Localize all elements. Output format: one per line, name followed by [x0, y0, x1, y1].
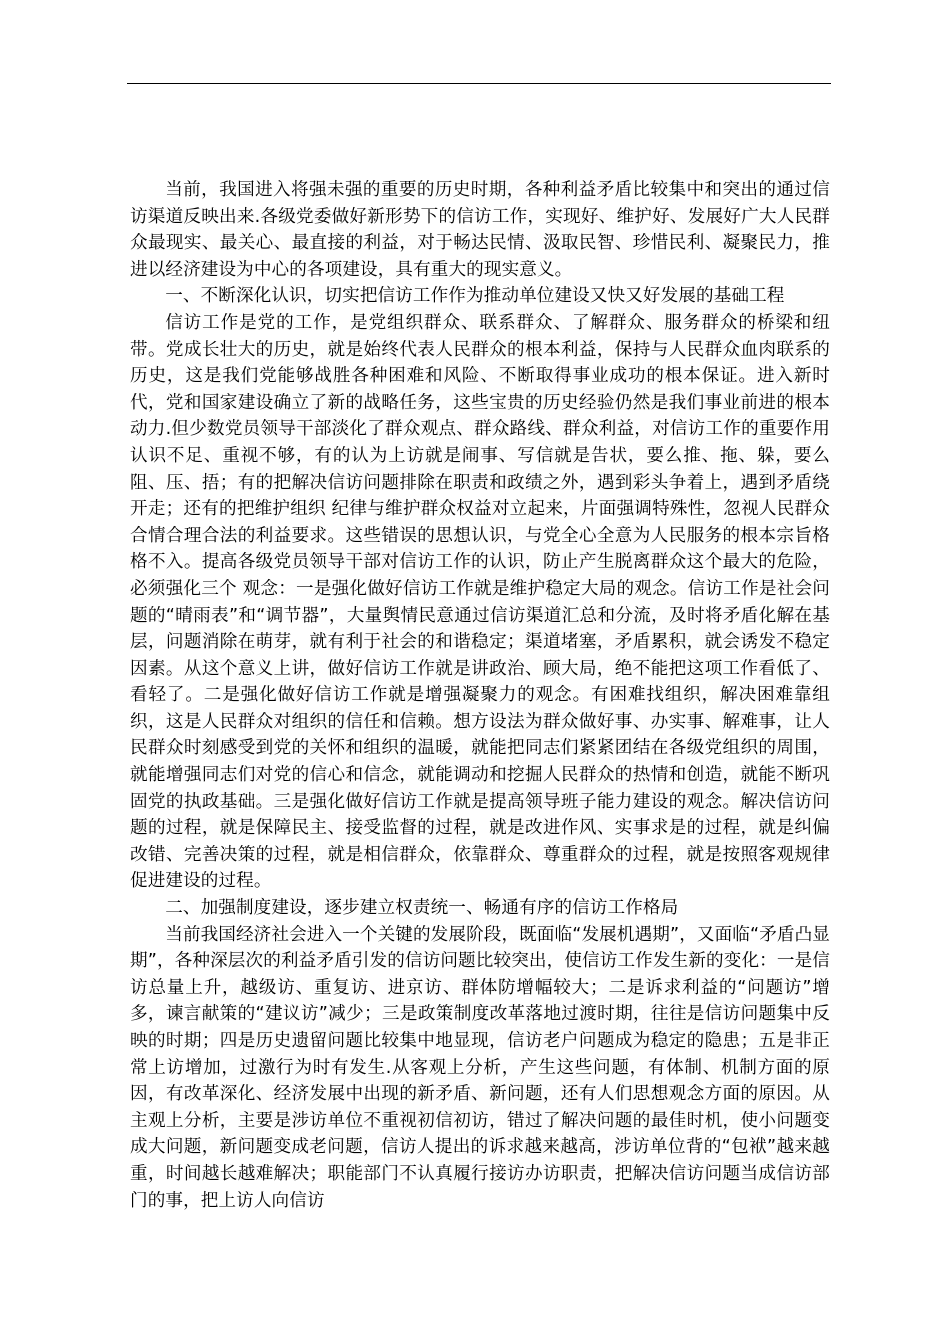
body-paragraph: 当前我国经济社会进入一个关键的发展阶段，既面临“发展机遇期”，又面临“矛盾凸显期”，各种深层次的利益矛盾引发的信访问题比较突出，使信访工作发生新的变化：一是信访总量上升，越级访、重复访、进京访、群体防增幅较大；二是诉求利益的“问题访”增多，谏言献策的“建议访”减少；三是政策制度改革落地过渡时期，往往是信访问题集中反映的时期；四是历史遗留问题比较集中地显现，信访老户问题成为稳定的隐患；五是非正常上访增加，过激行为时有发生.从客观上分析，产生这些问题，有体制、机制方面的原因，有改革深化、经济发展中出现的新矛盾、新问题，还有人们思想观念方面的原因。从主观上分析，主要是涉访单位不重视初信初访，错过了解决问题的最佳时机，使小问题变成大问题，新问题变成老问题，信访人提出的诉求越来越高，涉访单位背的“包袱”越来越重，时间越长越难解决；职能部门不认真履行接访办访职责，把解决信访问题当成信访部门的事，把上访人向信访 [130, 924, 830, 1211]
section-heading-2: 二、加强制度建设，逐步建立权责统一、畅通有序的信访工作格局 [165, 898, 679, 919]
section-heading-1: 一、不断深化认识，切实把信访工作作为推动单位建设又快又好发展的基础工程 [165, 286, 785, 307]
header-rule [127, 83, 831, 84]
document-body [130, 177, 830, 1214]
intro-paragraph: 当前，我国进入将强未强的重要的历史时期，各种利益矛盾比较集中和突出的通过信访渠道反映出来.各级党委做好新形势下的信访工作，实现好、维护好、发展好广大人民群众最现实、最关心、最直接的利益，对于畅达民情、汲取民智、珍惜民利、凝聚民力，推进以经济建设为中心的各项建设，具有重大的现实意义。 [130, 180, 830, 280]
body-paragraph: 信访工作是党的工作，是党组织群众、联系群众、了解群众、服务群众的桥梁和纽带。党成长壮大的历史，就是始终代表人民群众的根本利益，保持与人民群众血肉联系的历史，这是我们党能够战胜各种困难和风险、不断取得事业成功的根本保证。进入新时代，党和国家建设确立了新的战略任务，这些宝贵的历史经验仍然是我们事业前进的根本动力.但少数党员领导干部淡化了群众观点、群众路线、群众利益，对信访工作的重要作用认识不足、重视不够，有的认为上访就是闹事、写信就是告状，要么推、拖、躲，要么阻、压、捂；有的把解决信访问题排除在职责和政绩之外，遇到彩头争着上，遇到矛盾绕开走；还有的把维护组织 纪律与维护群众权益对立起来，片面强调特殊性，忽视人民群众合情合理合法的利益要求。这些错误的思想认识，与党全心全意为人民服务的根本宗旨格格不入。提高各级党员领导干部对信访工作的认识，防止产生脱离群众这个最大的危险，必须强化三个 观念：一是强化做好信访工作就是维护稳定大局的观念。信访工作是社会问题的“晴雨表”和“调节器”，大量舆情民意通过信访渠道汇总和分流，及时将矛盾化解在基层，问题消除在萌芽，就有利于社会的和谐稳定；渠道堵塞，矛盾累积，就会诱发不稳定因素。从这个意义上讲，做好信访工作就是讲政治、顾大局，绝不能把这项工作看低了、看轻了。二是强化做好信访工作就是增强凝聚力的观念。有困难找组织，解决困难靠组织，这是人民群众对组织的信任和信赖。想方设法为群众做好事、办实事、解难事，让人民群众时刻感受到党的关怀和组织的温暖，就能把同志们紧紧团结在各级党组织的周围，就能增强同志们对党的信心和信念，就能调动和挖掘人民群众的热情和创造，就能不断巩固党的执政基础。三是强化做好信访工作就是提高领导班子能力建设的观念。解决信访问题的过程，就是保障民主、接受监督的过程，就是改进作风、实事求是的过程，就是纠偏改错、完善决策的过程，就是相信群众，依靠群众、尊重群众的过程，就是按照客观规律促进建设的过程。 [130, 312, 830, 892]
